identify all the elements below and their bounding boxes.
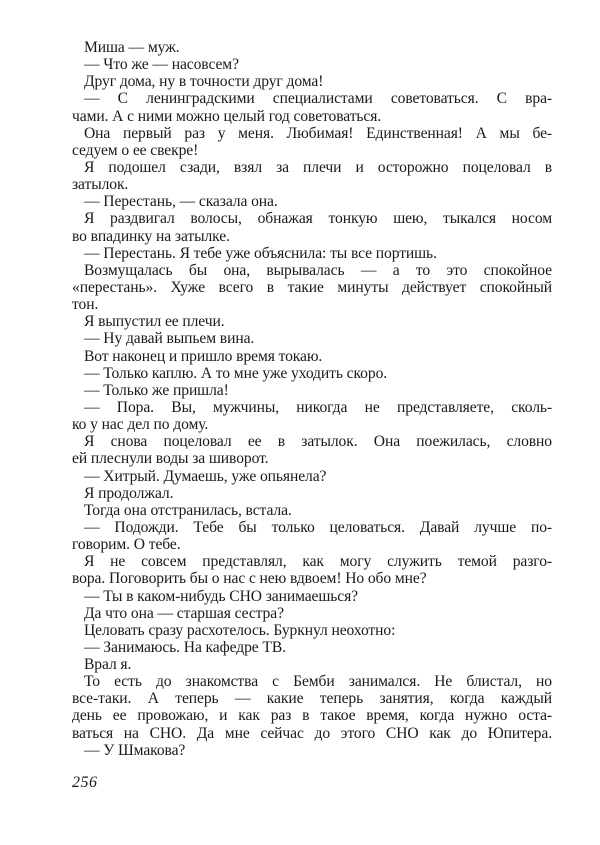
text-line: — Подожди. Тебе бы только целоваться. Давай лучше по- bbox=[84, 518, 552, 536]
text-line: затылок. bbox=[72, 176, 129, 194]
text-line: Она первый раз у меня. Любимая! Единственная! А мы бе- bbox=[84, 124, 552, 142]
text-line: ко у нас дел по дому. bbox=[72, 416, 209, 434]
text-line: во впадинку на затылке. bbox=[72, 227, 230, 245]
text-line: ей плеснули воды за шиворот. bbox=[72, 450, 269, 468]
page-text bbox=[72, 39, 552, 759]
text-line: Врал я. bbox=[84, 656, 132, 674]
text-line: чами. А с ними можно целый год советоваться. bbox=[72, 107, 382, 125]
text-line: вора. Поговорить бы о нас с нею вдвоем! Но обо мне? bbox=[72, 570, 427, 588]
text-line: Миша — муж. bbox=[84, 39, 180, 56]
text-line: «перестань». Хуже всего в такие минуты действует спокойный bbox=[72, 278, 552, 296]
text-line: Друг дома, ну в точности друг дома! bbox=[84, 73, 324, 91]
text-line: Целовать сразу расхотелось. Буркнул неохотно: bbox=[84, 621, 396, 639]
text-line: Вот наконец и пришло время токаю. bbox=[84, 347, 323, 365]
text-line: Я выпустил ее плечи. bbox=[84, 313, 225, 331]
text-line: все-таки. А теперь — какие теперь занятия, когда каждый bbox=[72, 690, 552, 708]
text-line: седуем о ее свекре! bbox=[72, 141, 199, 159]
text-line: То есть до знакомства с Бемби занимался. Не блистал, но bbox=[84, 673, 552, 691]
text-line: Да что она — старшая сестра? bbox=[84, 604, 284, 622]
text-line: говорим. О тебе. bbox=[72, 536, 181, 554]
text-line: Я не совсем представлял, как могу служить темой разго- bbox=[84, 553, 552, 571]
text-line: — Хитрый. Думаешь, уже опьянела? bbox=[84, 467, 327, 485]
text-line: ваться на СНО. Да мне сейчас до этого СНО как до Юпитера. bbox=[72, 724, 552, 742]
text-line: Я продолжал. bbox=[84, 484, 174, 502]
text-line: — Занимаюсь. На кафедре ТВ. bbox=[84, 638, 286, 656]
text-line: Я раздвигал волосы, обнажая тонкую шею, тыкался носом bbox=[84, 210, 552, 228]
text-line: — Что же — насовсем? bbox=[84, 56, 239, 74]
page-number: 256 bbox=[72, 774, 98, 791]
text-line: день ее провожаю, и как раз в такое время, когда нужно оста- bbox=[72, 707, 552, 725]
text-line: тон. bbox=[72, 296, 99, 314]
text-line: — Только же пришла! bbox=[84, 381, 229, 399]
text-line: — У Шмакова? bbox=[84, 741, 186, 759]
text-line: — Только каплю. А то мне уже уходить скоро. bbox=[84, 364, 388, 382]
text-line: — С ленинградскими специалистами советоваться. С вра- bbox=[84, 90, 552, 108]
text-line: — Перестань, — сказала она. bbox=[84, 193, 278, 211]
text-line: — Ты в каком-нибудь СНО занимаешься? bbox=[84, 587, 359, 605]
text-line: — Пора. Вы, мужчины, никогда не представляете, сколь- bbox=[84, 398, 552, 416]
text-line: — Перестань. Я тебе уже объяснила: ты все портишь. bbox=[84, 244, 437, 262]
text-line: — Ну давай выпьем вина. bbox=[84, 330, 255, 348]
text-line: Возмущалась бы она, вырывалась — а то это спокойное bbox=[84, 261, 552, 279]
text-line: Я снова поцеловал ее в затылок. Она поежилась, словно bbox=[84, 433, 552, 451]
text-line: Я подошел сзади, взял за плечи и осторожно поцеловал в bbox=[84, 158, 552, 176]
text-line: Тогда она отстранилась, встала. bbox=[84, 501, 292, 519]
